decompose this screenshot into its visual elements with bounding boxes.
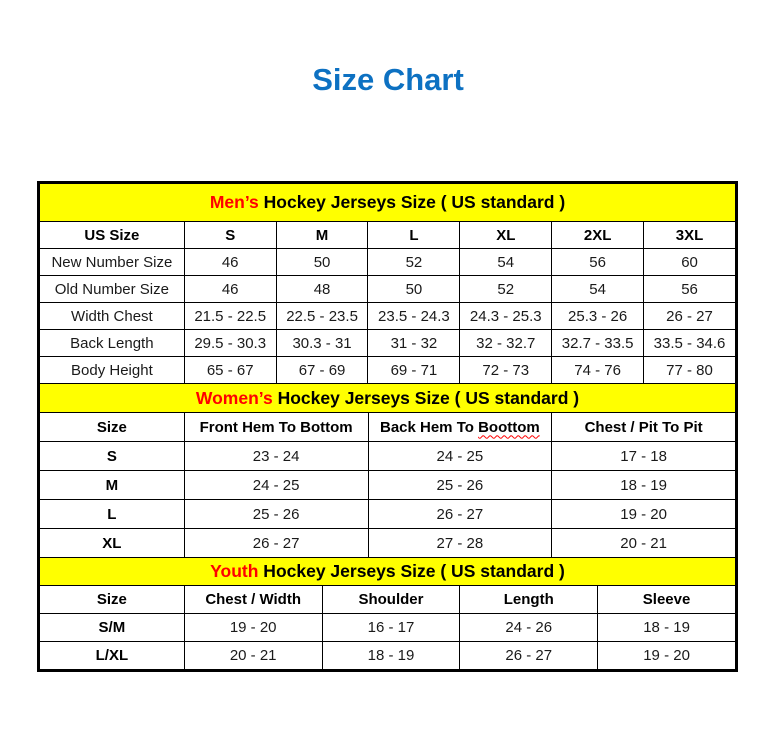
cell-value: 18 - 19: [598, 614, 736, 642]
cell-value: 56: [552, 249, 644, 276]
column-header: L: [368, 222, 460, 249]
column-header: Chest / Width: [184, 586, 322, 614]
column-header: Front Hem To Bottom: [184, 413, 368, 442]
row-label: Back Length: [40, 330, 185, 357]
size-chart: [37, 181, 738, 672]
cell-value: 24 - 25: [368, 442, 552, 471]
cell-value: 25.3 - 26: [552, 303, 644, 330]
table-row: [40, 529, 736, 558]
cell-value: 23 - 24: [184, 442, 368, 471]
cell-value: 32.7 - 33.5: [552, 330, 644, 357]
row-label: L/XL: [40, 642, 185, 670]
cell-value: 19 - 20: [184, 614, 322, 642]
cell-value: 60: [644, 249, 736, 276]
cell-value: 65 - 67: [184, 357, 276, 384]
cell-value: 26 - 27: [460, 642, 598, 670]
cell-value: 46: [184, 276, 276, 303]
mens-size-table: [39, 183, 736, 384]
cell-value: 27 - 28: [368, 529, 552, 558]
cell-value: 26 - 27: [368, 500, 552, 529]
cell-value: 24.3 - 25.3: [460, 303, 552, 330]
cell-value: 50: [276, 249, 368, 276]
cell-value: 31 - 32: [368, 330, 460, 357]
cell-value: 72 - 73: [460, 357, 552, 384]
cell-value: 77 - 80: [644, 357, 736, 384]
section-band-row: [40, 184, 736, 222]
row-label: L: [40, 500, 185, 529]
cell-value: 21.5 - 22.5: [184, 303, 276, 330]
column-header: 2XL: [552, 222, 644, 249]
cell-value: 18 - 19: [552, 471, 736, 500]
cell-value: 25 - 26: [184, 500, 368, 529]
row-label: S: [40, 442, 185, 471]
column-header: 3XL: [644, 222, 736, 249]
cell-value: 20 - 21: [184, 642, 322, 670]
page: [0, 62, 776, 754]
cell-value: 20 - 21: [552, 529, 736, 558]
table-row: [40, 249, 736, 276]
section-heading-text: Hockey Jerseys Size ( US standard ): [258, 561, 565, 581]
section-band-row: [40, 558, 736, 586]
cell-value: 30.3 - 31: [276, 330, 368, 357]
row-label: S/M: [40, 614, 185, 642]
column-header: US Size: [40, 222, 185, 249]
table-row: [40, 303, 736, 330]
column-header: Shoulder: [322, 586, 460, 614]
column-header: S: [184, 222, 276, 249]
youth-size-table: [39, 557, 736, 670]
column-header: Sleeve: [598, 586, 736, 614]
cell-value: 19 - 20: [598, 642, 736, 670]
column-header: Length: [460, 586, 598, 614]
table-row: [40, 442, 736, 471]
cell-value: 48: [276, 276, 368, 303]
row-label: New Number Size: [40, 249, 185, 276]
section-band-row: [40, 384, 736, 413]
section-heading-accent: Men’s: [209, 192, 259, 212]
section-heading-accent: Women’s: [195, 387, 273, 408]
cell-value: 69 - 71: [368, 357, 460, 384]
row-label: Width Chest: [40, 303, 185, 330]
cell-value: 29.5 - 30.3: [184, 330, 276, 357]
misspelled-word: Boottom: [478, 418, 540, 436]
cell-value: 50: [368, 276, 460, 303]
row-label: Body Height: [40, 357, 185, 384]
cell-value: 33.5 - 34.6: [644, 330, 736, 357]
table-row: [40, 471, 736, 500]
section-heading-mens: [40, 184, 736, 222]
cell-value: 24 - 25: [184, 471, 368, 500]
section-heading-text: Hockey Jerseys Size ( US standard ): [272, 387, 580, 408]
row-label: XL: [40, 529, 185, 558]
cell-value: 32 - 32.7: [460, 330, 552, 357]
header-row: [40, 413, 736, 442]
table-row: [40, 330, 736, 357]
row-label: M: [40, 471, 185, 500]
cell-value: 23.5 - 24.3: [368, 303, 460, 330]
column-header: Size: [40, 413, 185, 442]
column-header: Size: [40, 586, 185, 614]
cell-value: 17 - 18: [552, 442, 736, 471]
cell-value: 52: [368, 249, 460, 276]
cell-value: 19 - 20: [552, 500, 736, 529]
column-header: XL: [460, 222, 552, 249]
table-row: [40, 357, 736, 384]
cell-value: 56: [644, 276, 736, 303]
cell-value: 54: [460, 249, 552, 276]
cell-value: 52: [460, 276, 552, 303]
table-row: [40, 614, 736, 642]
row-label: Old Number Size: [40, 276, 185, 303]
table-row: [40, 500, 736, 529]
column-header: Back Hem To Boottom: [368, 413, 552, 442]
cell-value: 26 - 27: [644, 303, 736, 330]
cell-value: 26 - 27: [184, 529, 368, 558]
cell-value: 24 - 26: [460, 614, 598, 642]
table-row: [40, 642, 736, 670]
header-row: [40, 222, 736, 249]
cell-value: 22.5 - 23.5: [276, 303, 368, 330]
cell-value: 74 - 76: [552, 357, 644, 384]
section-heading-youth: [40, 558, 736, 586]
table-row: [40, 276, 736, 303]
cell-value: 18 - 19: [322, 642, 460, 670]
cell-value: 46: [184, 249, 276, 276]
cell-value: 25 - 26: [368, 471, 552, 500]
section-heading-text: Hockey Jerseys Size ( US standard ): [258, 192, 566, 212]
column-header: Chest / Pit To Pit: [552, 413, 736, 442]
cell-value: 67 - 69: [276, 357, 368, 384]
cell-value: 54: [552, 276, 644, 303]
section-heading-accent: Youth: [210, 561, 259, 581]
page-title: Size Chart: [312, 62, 464, 97]
section-heading-womens: [40, 384, 736, 413]
column-header: M: [276, 222, 368, 249]
womens-size-table: [39, 383, 736, 558]
cell-value: 16 - 17: [322, 614, 460, 642]
header-row: [40, 586, 736, 614]
